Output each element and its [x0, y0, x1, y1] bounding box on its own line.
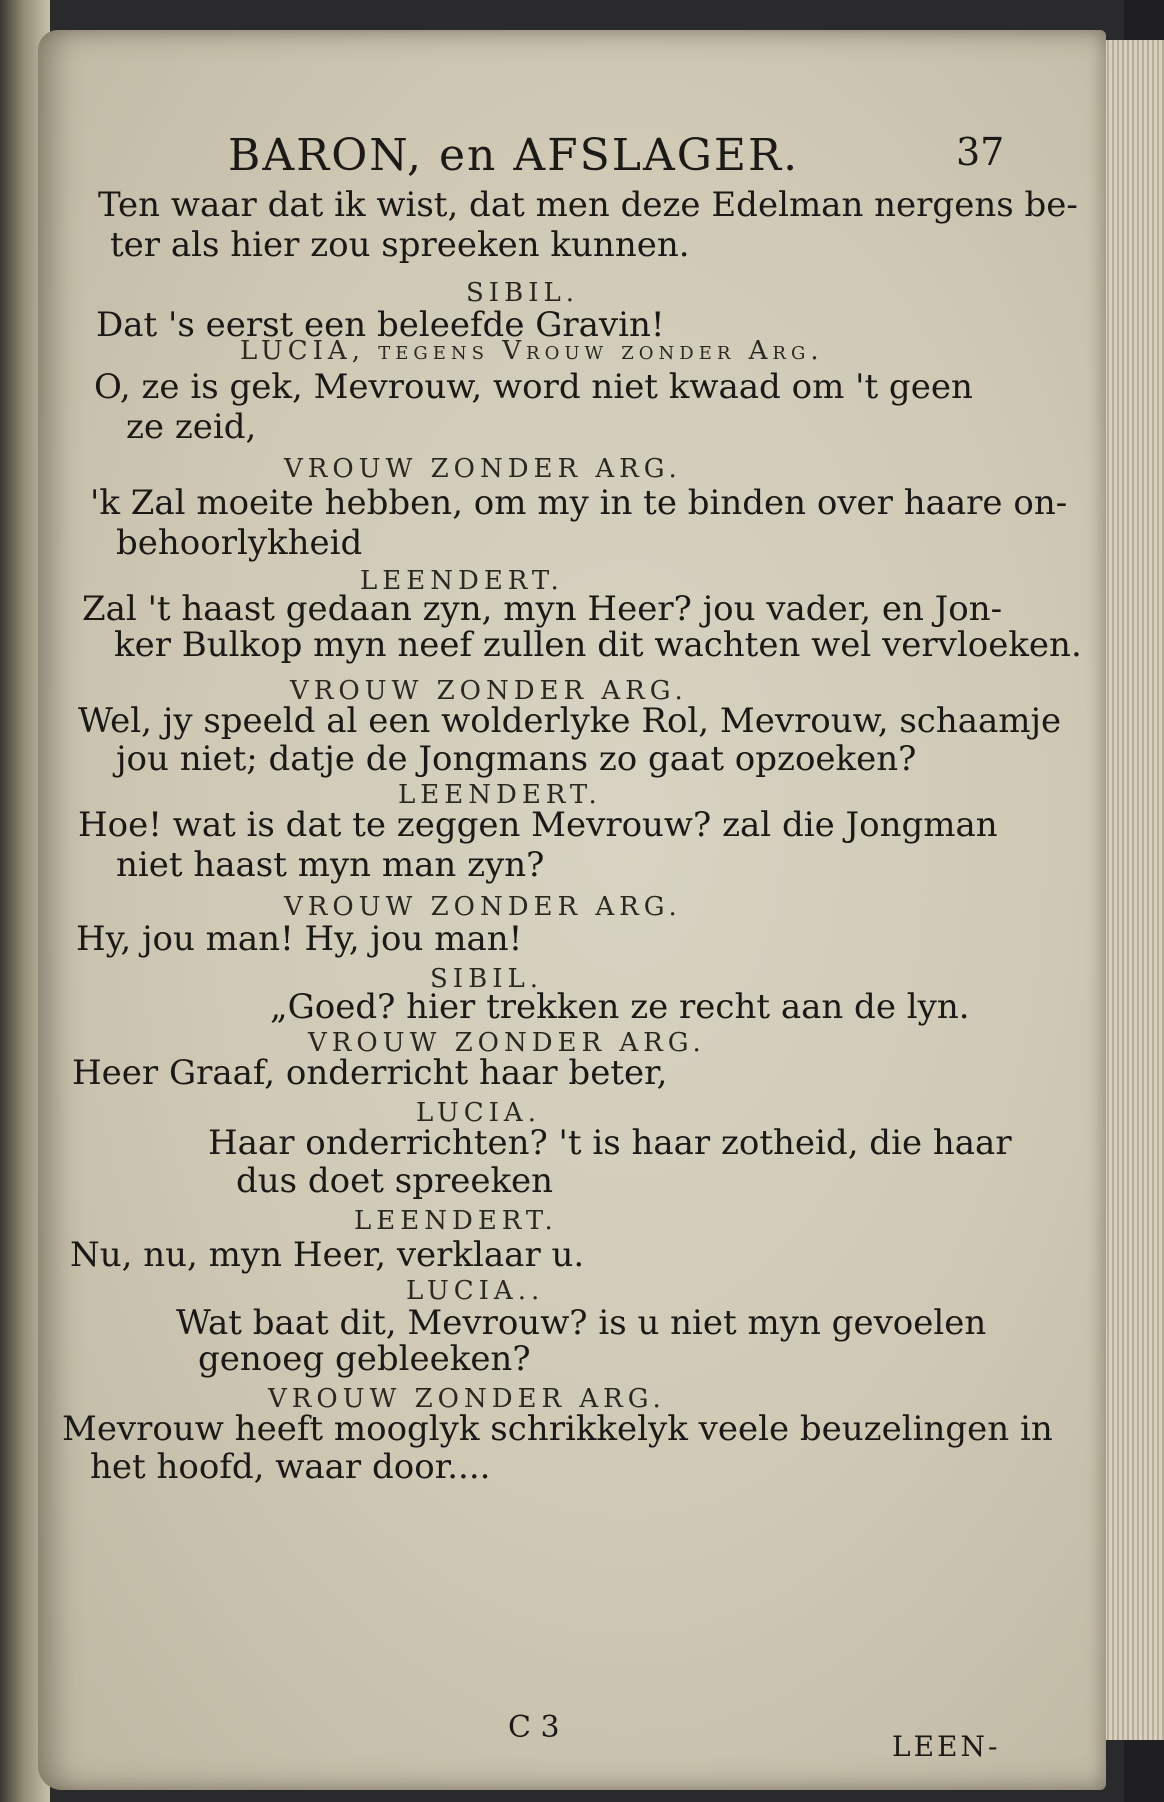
speaker-name: LEENDERT.	[354, 1206, 558, 1236]
page-body	[38, 30, 1106, 1790]
speaker-name: LUCIA.	[416, 1098, 541, 1128]
text-line: dus doet spreeken	[236, 1161, 554, 1201]
text-line: ze zeid,	[126, 407, 257, 447]
speaker-name: LUCIA, tegens Vrouw zonder Arg.	[240, 336, 824, 366]
text-line: behoorlykheid	[116, 523, 363, 563]
text-line: O, ze is gek, Mevrouw, word niet kwaad om 't geen	[94, 367, 973, 407]
speaker-name: VROUW ZONDER ARG.	[290, 676, 688, 706]
text-line: het hoofd, waar door....	[90, 1447, 491, 1487]
text-line: jou niet; datje de Jongmans zo gaat opzoeken?	[116, 739, 917, 779]
signature-mark: C 3	[508, 1710, 560, 1745]
text-line: Heer Graaf, onderricht haar beter,	[72, 1053, 668, 1093]
speaker-name: VROUW ZONDER ARG.	[284, 892, 682, 922]
text-line: Hy, jou man! Hy, jou man!	[76, 919, 523, 959]
text-line: Hoe! wat is dat te zeggen Mevrouw? zal die Jongman	[78, 805, 998, 845]
speaker-name: VROUW ZONDER ARG.	[284, 454, 682, 484]
text-line: Nu, nu, myn Heer, verklaar u.	[70, 1235, 585, 1275]
speaker-name: LUCIA..	[406, 1276, 545, 1306]
speaker-name: LEENDERT.	[360, 566, 564, 596]
page-number: 37	[956, 130, 1005, 174]
speaker-name: LEENDERT.	[398, 780, 602, 810]
page-edges	[1102, 40, 1164, 1740]
speaker-name: VROUW ZONDER ARG.	[308, 1028, 706, 1058]
text-line: genoeg gebleeken?	[198, 1339, 531, 1379]
text-line: Haar onderrichten? 't is haar zotheid, die haar	[208, 1123, 1012, 1163]
text-line: Ten waar dat ik wist, dat men deze Edelman nergens be-	[98, 185, 1078, 225]
text-line: niet haast myn man zyn?	[116, 845, 545, 885]
speaker-name: SIBIL.	[466, 278, 579, 308]
speaker-name: SIBIL.	[430, 964, 543, 994]
text-line: ter als hier zou spreeken kunnen.	[110, 225, 690, 265]
book-page	[38, 30, 1106, 1790]
text-line: Wat baat dit, Mevrouw? is u niet myn gevoelen	[176, 1303, 987, 1343]
text-line: ker Bulkop myn neef zullen dit wachten wel vervloeken.	[114, 625, 1082, 665]
running-title: BARON, en AFSLAGER.	[228, 130, 800, 181]
text-line: Mevrouw heeft mooglyk schrikkelyk veele beuzelingen in	[62, 1409, 1053, 1449]
text-line: 'k Zal moeite hebben, om my in te binden over haare on-	[90, 483, 1068, 523]
text-line: Wel, jy speeld al een wolderlyke Rol, Mevrouw, schaamje	[78, 701, 1062, 741]
text-line: Dat 's eerst een beleefde Gravin!	[96, 305, 665, 345]
text-line: „Goed? hier trekken ze recht aan de lyn.	[270, 987, 970, 1027]
text-line: Zal 't haast gedaan zyn, myn Heer? jou vader, en Jon-	[82, 589, 1003, 629]
speaker-name: VROUW ZONDER ARG.	[268, 1384, 666, 1414]
catchword: LEEN-	[892, 1730, 1001, 1763]
